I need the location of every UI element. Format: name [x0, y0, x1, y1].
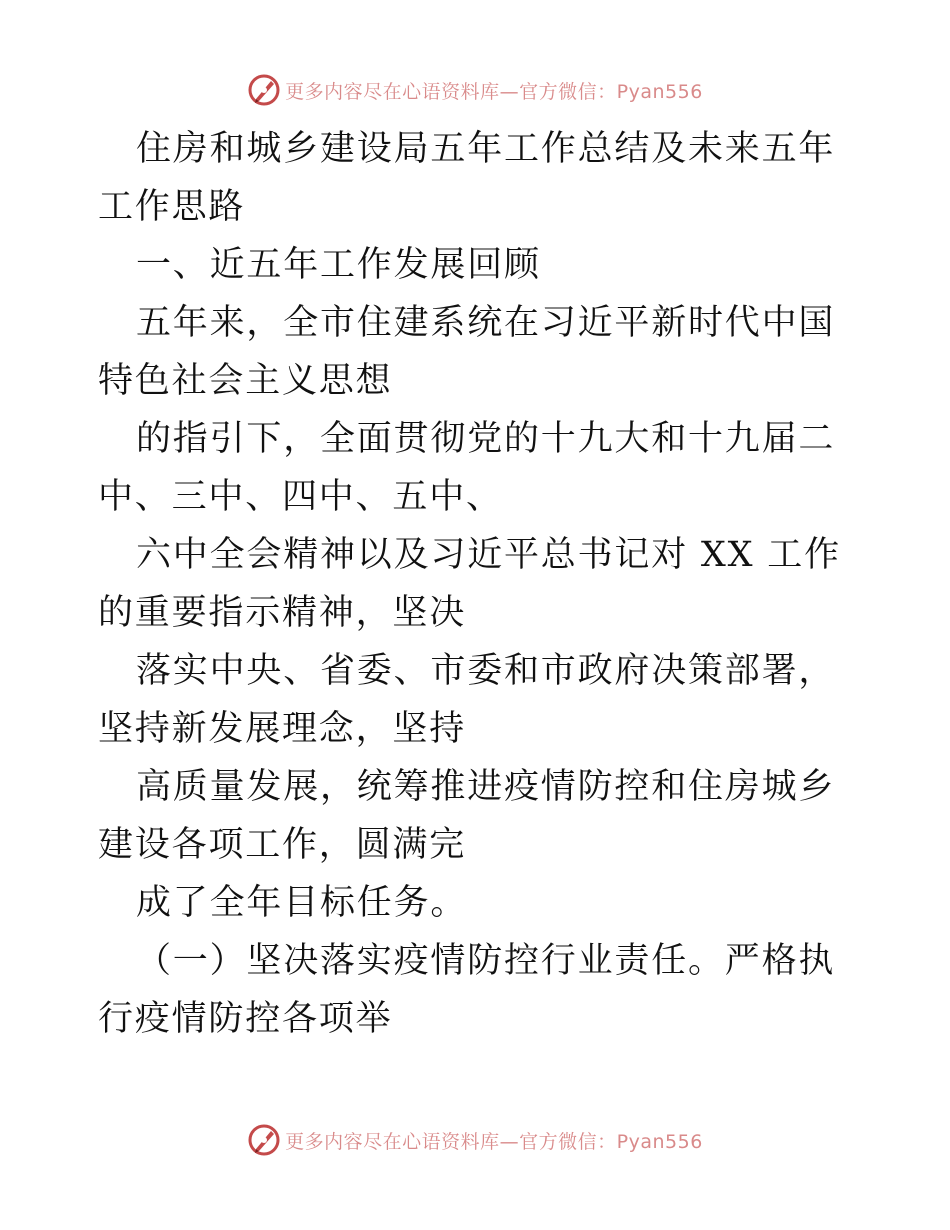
body-paragraph: 高质量发展，统筹推进疫情防控和住房城乡建设各项工作，圆满完: [98, 767, 836, 865]
body-paragraph: 的指引下，全面贯彻党的十九大和十九届二中、三中、四中、五中、: [98, 419, 836, 517]
header-watermark-banner: [0, 70, 950, 110]
pen-logo-icon: [247, 73, 281, 107]
document-title: 住房和城乡建设局五年工作总结及未来五年工作思路: [98, 129, 836, 227]
subsection-paragraph: （一）坚决落实疫情防控行业责任。严格执行疫情防控各项举: [98, 941, 836, 1039]
body-paragraph: 落实中央、省委、市委和市政府决策部署，坚持新发展理念，坚持: [98, 651, 836, 749]
footer-watermark-text: 更多内容尽在心语资料库—官方微信：Pyan556: [285, 1130, 703, 1153]
body-paragraph: 成了全年目标任务。: [136, 883, 468, 923]
document-body: [98, 120, 858, 1048]
header-watermark-text: 更多内容尽在心语资料库—官方微信：Pyan556: [285, 80, 703, 103]
pen-logo-icon: [247, 1123, 281, 1157]
footer-watermark-banner: [0, 1120, 950, 1160]
section-heading: 一、近五年工作发展回顾: [136, 245, 541, 285]
body-paragraph: 五年来，全市住建系统在习近平新时代中国特色社会主义思想: [98, 303, 836, 401]
body-paragraph: 六中全会精神以及习近平总书记对 XX 工作的重要指示精神，坚决: [98, 535, 841, 633]
